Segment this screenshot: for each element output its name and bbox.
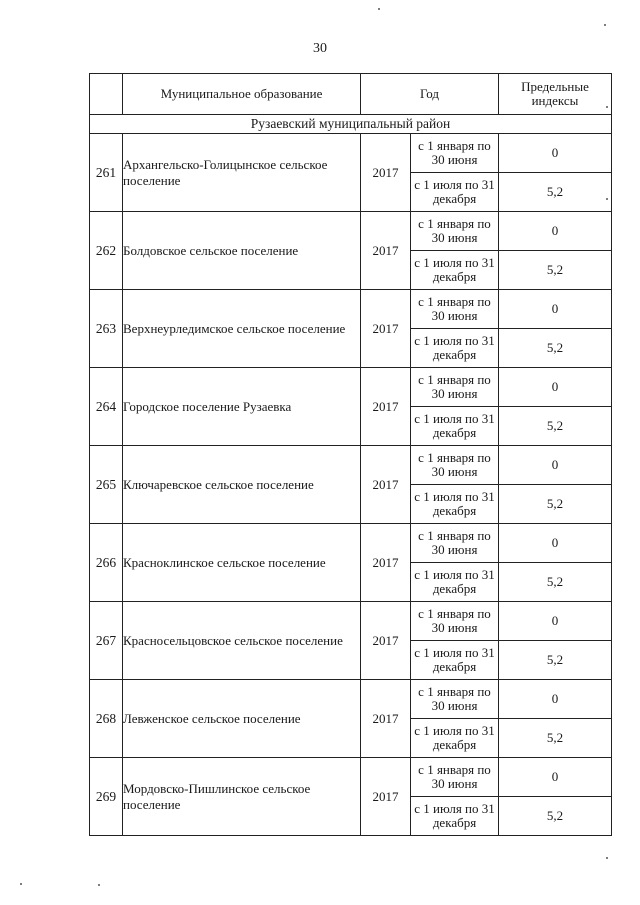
scan-speck — [606, 198, 608, 200]
table-row — [90, 680, 612, 719]
period-cell: с 1 июля по 31 декабря — [411, 329, 499, 368]
municipality-name: Верхнеурледимское сельское поселение — [123, 290, 361, 368]
row-year: 2017 — [361, 524, 411, 602]
period-cell: с 1 января по 30 июня — [411, 134, 499, 173]
municipality-name: Архангельско-Голицынское сельское поселение — [123, 134, 361, 212]
period-cell: с 1 января по 30 июня — [411, 602, 499, 641]
table-row — [90, 602, 612, 641]
row-year: 2017 — [361, 290, 411, 368]
municipality-name: Красносельцовское сельское поселение — [123, 602, 361, 680]
scan-speck — [98, 884, 100, 886]
table-row — [90, 758, 612, 797]
row-number: 263 — [90, 290, 123, 368]
index-value: 0 — [499, 680, 612, 719]
index-value: 5,2 — [499, 407, 612, 446]
period-cell: с 1 июля по 31 декабря — [411, 173, 499, 212]
index-value: 5,2 — [499, 329, 612, 368]
row-year: 2017 — [361, 602, 411, 680]
period-cell: с 1 июля по 31 декабря — [411, 641, 499, 680]
page-number: 30 — [313, 41, 327, 56]
index-value: 5,2 — [499, 641, 612, 680]
index-value: 0 — [499, 290, 612, 329]
municipality-name: Болдовское сельское поселение — [123, 212, 361, 290]
row-year: 2017 — [361, 212, 411, 290]
index-value: 5,2 — [499, 563, 612, 602]
index-value: 0 — [499, 368, 612, 407]
municipality-name: Красноклинское сельское поселение — [123, 524, 361, 602]
index-value: 0 — [499, 212, 612, 251]
row-number: 268 — [90, 680, 123, 758]
row-number: 261 — [90, 134, 123, 212]
municipality-name: Левженское сельское поселение — [123, 680, 361, 758]
header-number-cell — [90, 74, 123, 115]
table-row — [90, 134, 612, 173]
index-value: 0 — [499, 134, 612, 173]
row-year: 2017 — [361, 758, 411, 836]
index-value: 0 — [499, 446, 612, 485]
period-cell: с 1 января по 30 июня — [411, 758, 499, 797]
table-header-row — [90, 74, 612, 115]
indices-table — [89, 73, 612, 836]
period-cell: с 1 января по 30 июня — [411, 524, 499, 563]
table-row — [90, 524, 612, 563]
municipality-name: Городское поселение Рузаевка — [123, 368, 361, 446]
row-year: 2017 — [361, 368, 411, 446]
index-value: 0 — [499, 758, 612, 797]
row-number: 266 — [90, 524, 123, 602]
index-value: 5,2 — [499, 485, 612, 524]
period-cell: с 1 июля по 31 декабря — [411, 251, 499, 290]
row-number: 265 — [90, 446, 123, 524]
period-cell: с 1 января по 30 июня — [411, 680, 499, 719]
period-cell: с 1 июля по 31 декабря — [411, 797, 499, 836]
index-value: 5,2 — [499, 251, 612, 290]
index-value: 5,2 — [499, 173, 612, 212]
header-municipality: Муниципальное образование — [123, 74, 361, 115]
row-year: 2017 — [361, 134, 411, 212]
district-title: Рузаевский муниципальный район — [90, 115, 612, 134]
period-cell: с 1 января по 30 июня — [411, 446, 499, 485]
municipality-name: Ключаревское сельское поселение — [123, 446, 361, 524]
table-row — [90, 212, 612, 251]
row-number: 262 — [90, 212, 123, 290]
table-row — [90, 290, 612, 329]
header-index: Предельные индексы — [499, 74, 612, 115]
period-cell: с 1 июля по 31 декабря — [411, 563, 499, 602]
period-cell: с 1 января по 30 июня — [411, 212, 499, 251]
period-cell: с 1 января по 30 июня — [411, 290, 499, 329]
row-number: 267 — [90, 602, 123, 680]
municipality-name: Мордовско-Пишлинское сельское поселение — [123, 758, 361, 836]
row-number: 269 — [90, 758, 123, 836]
period-cell: с 1 июля по 31 декабря — [411, 407, 499, 446]
index-value: 5,2 — [499, 797, 612, 836]
period-cell: с 1 июля по 31 декабря — [411, 485, 499, 524]
scan-speck — [378, 8, 380, 10]
index-value: 0 — [499, 524, 612, 563]
row-year: 2017 — [361, 680, 411, 758]
district-row — [90, 115, 612, 134]
index-value: 5,2 — [499, 719, 612, 758]
scan-speck — [604, 24, 606, 26]
scan-speck — [606, 106, 608, 108]
period-cell: с 1 июля по 31 декабря — [411, 719, 499, 758]
scan-speck — [606, 857, 608, 859]
table-row — [90, 368, 612, 407]
scan-speck — [20, 883, 22, 885]
header-year: Год — [361, 74, 499, 115]
table-row — [90, 446, 612, 485]
row-number: 264 — [90, 368, 123, 446]
index-value: 0 — [499, 602, 612, 641]
row-year: 2017 — [361, 446, 411, 524]
period-cell: с 1 января по 30 июня — [411, 368, 499, 407]
